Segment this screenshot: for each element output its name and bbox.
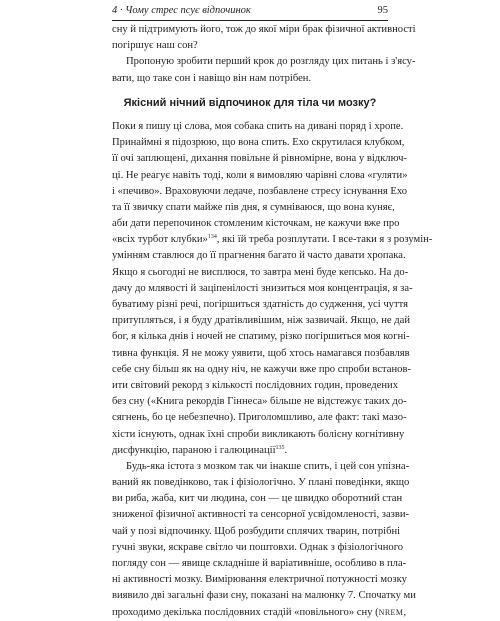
text-line: і «печиво». Враховуючи ледаче, позбавлене стресу існування Ехо [112,185,408,197]
text-line: ці. Не реагує навіть тоді, коли я вимовляю чарівні слова «гуляти» [112,169,408,181]
text-line: себе сну більш як на одну ніч, не кажучи вже про спроби встанов- [112,363,412,375]
page-number: 95 [377,4,388,16]
chapter-title: 4 · Чому стрес псує відпочинок [112,4,251,16]
text-line: «всіх турбот клубки»$^{134}$, які їй треба розплутати. І все-таки я з розумін- [112,234,433,246]
text-line: аби дати перепочинок стомленим кісточкам, не кажучи вже про [112,218,400,230]
running-head [112,0,388,21]
section-heading: Якісний нічний відпочинок для тіла чи мозку? [123,96,377,109]
text-line: ні активності мозку. Вимірювання електричної потужності мозку [112,574,407,586]
footnote-ref: 135 [275,444,285,451]
text-line: та її звичку спати майже пів дня, я сумніваюся, що вона куняє, [112,201,395,213]
body-paragraph [112,459,416,621]
text-line: Принаймні я підозрюю, що вона спить. Ехо скрутилася клубком, [112,137,405,149]
text-line: дисфункцію, параною і галюцинації$^{135}$. [112,444,288,456]
text-line: погіршує наш сон? [112,40,198,52]
footnote-ref: 134 [207,234,217,241]
text-line: буватиму різні речі, погіршиться здатність до судження, усі чуття [112,299,408,310]
text-line: виявило дві загальні фази сну, показані на малюнку 7. Спочатку ми [112,590,416,602]
page-text [112,22,433,621]
text-line: ваний як поведінково, так і фізіологічно. У плані поведінки, якщо [112,477,410,489]
text-line: притупляться, і я буду дратівливішим, ніж зазвичай. Якщо, не дай [112,315,410,327]
text-line: вати, що таке сон і навіщо він нам потрібен. [112,72,312,84]
text-line: дачу до млявості й заціпенілості знизиться моя концентрація, я за- [112,282,413,294]
text-line: бог, я кілька днів і ночей не спатиму, різко погіршиться моя когні- [112,331,410,343]
text-line: сну й підтримують його, тож до якої міри брак фізичної активності [112,24,416,35]
text-line: умінням ставлюся до її прагнення багато й часто давати хропака. [112,250,406,262]
text-line: чай у позі відпочинку. Щоб розбудити сплячих тварин, потрібні [112,525,401,537]
text-line: сягнень, бо це небезпечно). Приголомшливо, але факт: такі мазо- [112,412,407,424]
text-line: гучні звуки, яскраве світло чи поштовхи. Однак з фізіологічного [112,541,404,553]
text-line: проходимо декілька послідовних стадій «повільного» сну (NREM, [112,606,407,618]
text-line: Якщо я сьогодні не висплюся, то завтра мені буде кепсько. На до- [112,266,409,278]
text-line: без сну («Книга рекордів Гіннеса» більше не відстежує таких до- [112,396,407,408]
text-line: Поки я пишу ці слова, моя собака спить на дивані поряд і хропе. [112,120,404,132]
text-line: зниженої фізичної активності та сенсорної усвідомленості, зазви- [112,509,410,521]
body-paragraph [112,119,433,459]
text-line: Пропоную зробити перший крок до розгляду цих питань і з'ясу- [126,56,416,68]
text-line: погляду сон — явище складніше й варіативніше, особливо в пла- [112,558,407,569]
text-line: хісти існують, однак їхні спроби викликають болісну когнітивну [112,428,405,440]
text-line: Будь-яка істота з мозком так чи інакше спить, і цей сон упізна- [126,460,410,472]
text-line: ити світовий рекорд з кількості послідовних годин, проведених [112,379,398,391]
text-line: тивна функція. Я не можу уявити, щоб хтось намагався позбавляв [112,347,410,359]
text-line: ви риба, жаба, кит чи людина, сон — це швидко оборотний стан [112,493,403,505]
text-line: її очі заплющені, дихання повільне й рівномірне, вона у відключ- [112,153,407,165]
